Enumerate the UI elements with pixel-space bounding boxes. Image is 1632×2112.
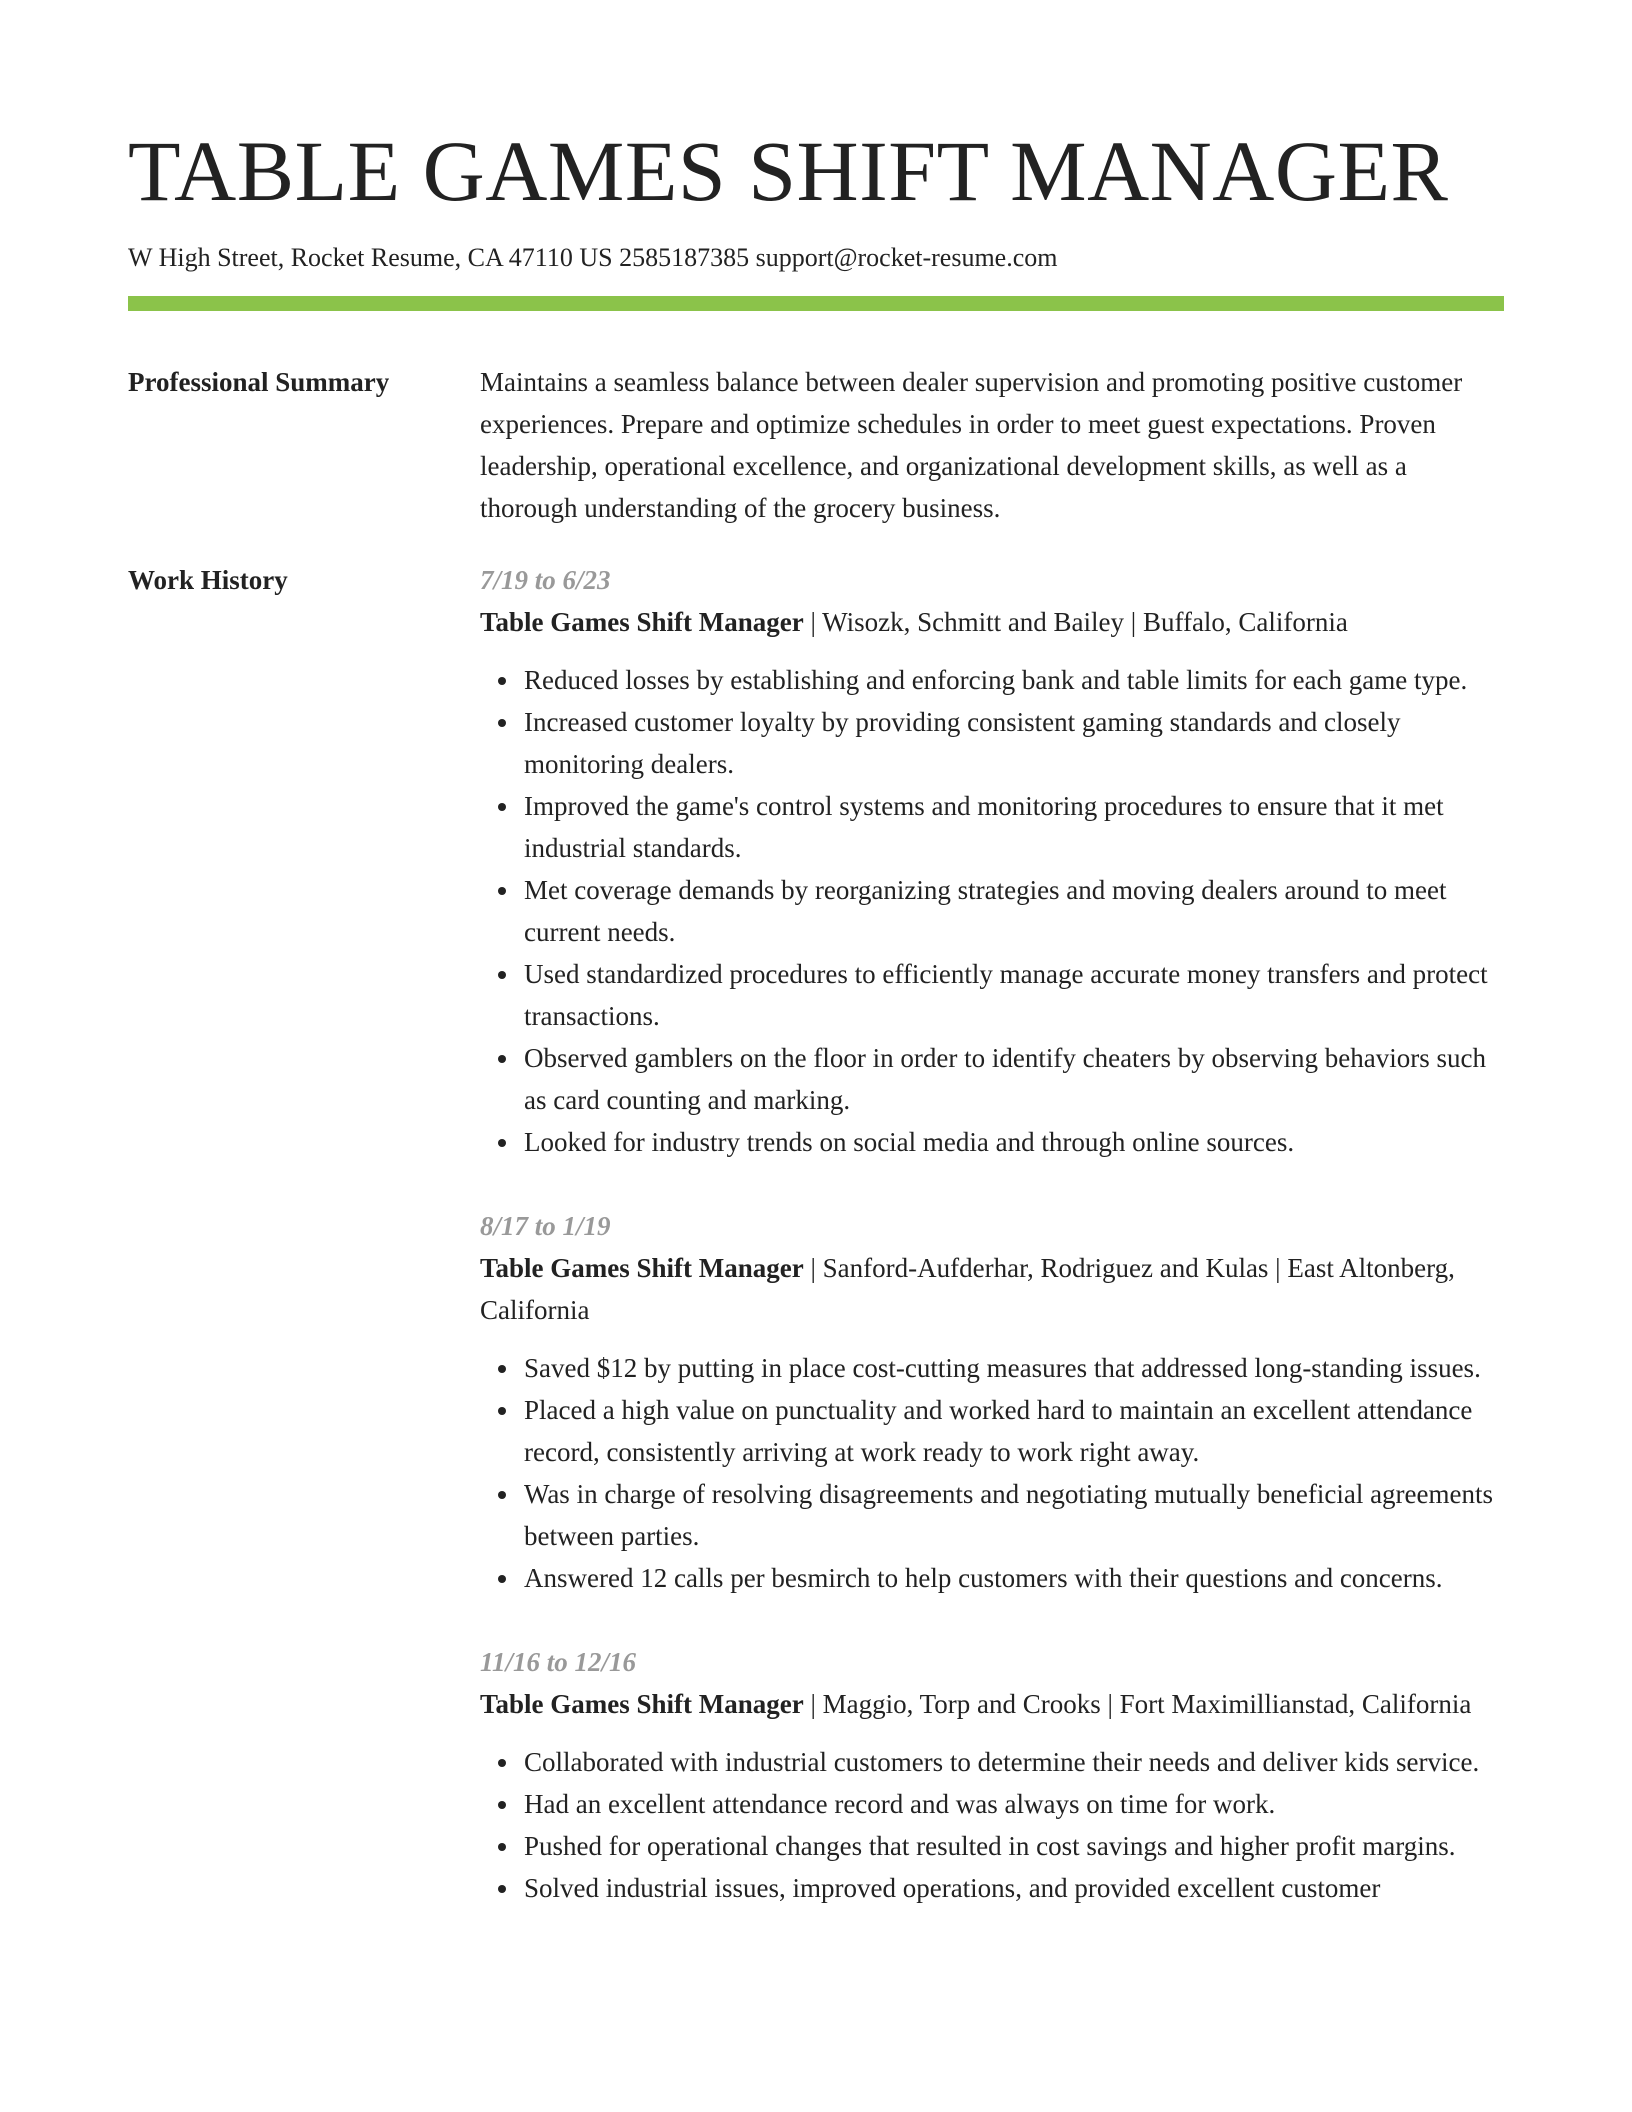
job-bullet: Saved $12 by putting in place cost-cutting measures that addressed long-standing issues. [524, 1347, 1504, 1389]
job-details: | Maggio, Torp and Crooks | Fort Maximillianstad, California [803, 1689, 1472, 1719]
job-entry [480, 1641, 1504, 1909]
job-title: Table Games Shift Manager [480, 1689, 804, 1719]
job-title: Table Games Shift Manager [480, 1253, 804, 1283]
job-heading [480, 601, 1504, 643]
summary-body [480, 361, 1504, 529]
job-dates: 11/16 to 12/16 [480, 1647, 637, 1677]
job-title: Table Games Shift Manager [480, 607, 804, 637]
job-dates: 7/19 to 6/23 [480, 565, 611, 595]
job-heading [480, 1247, 1504, 1331]
job-heading [480, 1683, 1504, 1725]
job-bullet: Improved the game's control systems and monitoring procedures to ensure that it met industrial standards. [524, 785, 1504, 869]
job-details: | Sanford-Aufderhar, Rodriguez and Kulas | East Altonberg, California [480, 1253, 1455, 1325]
job-bullet: Was in charge of resolving disagreements and negotiating mutually beneficial agreements between parties. [524, 1473, 1504, 1557]
job-bullet: Had an excellent attendance record and was always on time for work. [524, 1783, 1504, 1825]
job-entry [480, 559, 1504, 1163]
job-bullet: Placed a high value on punctuality and worked hard to maintain an excellent attendance record, consistently arriving at work ready to work right away. [524, 1389, 1504, 1473]
job-entry [480, 1205, 1504, 1599]
job-bullet: Increased customer loyalty by providing consistent gaming standards and closely monitoring dealers. [524, 701, 1504, 785]
contact-line: W High Street, Rocket Resume, CA 47110 US 2585187385 support@rocket-resume.com [128, 243, 1058, 272]
job-bullet: Looked for industry trends on social media and through online sources. [524, 1121, 1504, 1163]
job-bullets [480, 659, 1504, 1163]
resume-page [128, 0, 1504, 1909]
job-bullet: Solved industrial issues, improved operations, and provided excellent customer [524, 1867, 1504, 1909]
job-bullet: Observed gamblers on the floor in order to identify cheaters by observing behaviors such as card counting and marking. [524, 1037, 1504, 1121]
section-label-summary: Professional Summary [128, 367, 390, 397]
summary-text: Maintains a seamless balance between dealer supervision and promoting positive customer experiences. Prepare and optimize schedules in order to meet guest expectations. Proven leadership, operational excellence, and organizational development skills, as well as a thorough understanding of the grocery business. [480, 367, 1463, 523]
job-bullets [480, 1741, 1504, 1909]
job-bullet: Answered 12 calls per besmirch to help customers with their questions and concerns. [524, 1557, 1504, 1599]
job-bullet: Met coverage demands by reorganizing strategies and moving dealers around to meet current needs. [524, 869, 1504, 953]
job-bullet: Pushed for operational changes that resulted in cost savings and higher profit margins. [524, 1825, 1504, 1867]
job-bullets [480, 1347, 1504, 1599]
section-label-work-history: Work History [128, 565, 288, 595]
work-history-body [480, 559, 1504, 1909]
job-bullet: Reduced losses by establishing and enforcing bank and table limits for each game type. [524, 659, 1504, 701]
header-divider [128, 296, 1504, 311]
job-details: | Wisozk, Schmitt and Bailey | Buffalo, California [803, 607, 1348, 637]
job-bullet: Used standardized procedures to efficiently manage accurate money transfers and protect transactions. [524, 953, 1504, 1037]
job-dates: 8/17 to 1/19 [480, 1211, 611, 1241]
job-bullet: Collaborated with industrial customers to determine their needs and deliver kids service. [524, 1741, 1504, 1783]
work-history-section [128, 559, 1504, 1909]
professional-summary-section [128, 361, 1504, 529]
resume-title: TABLE GAMES SHIFT MANAGER [128, 123, 1449, 219]
